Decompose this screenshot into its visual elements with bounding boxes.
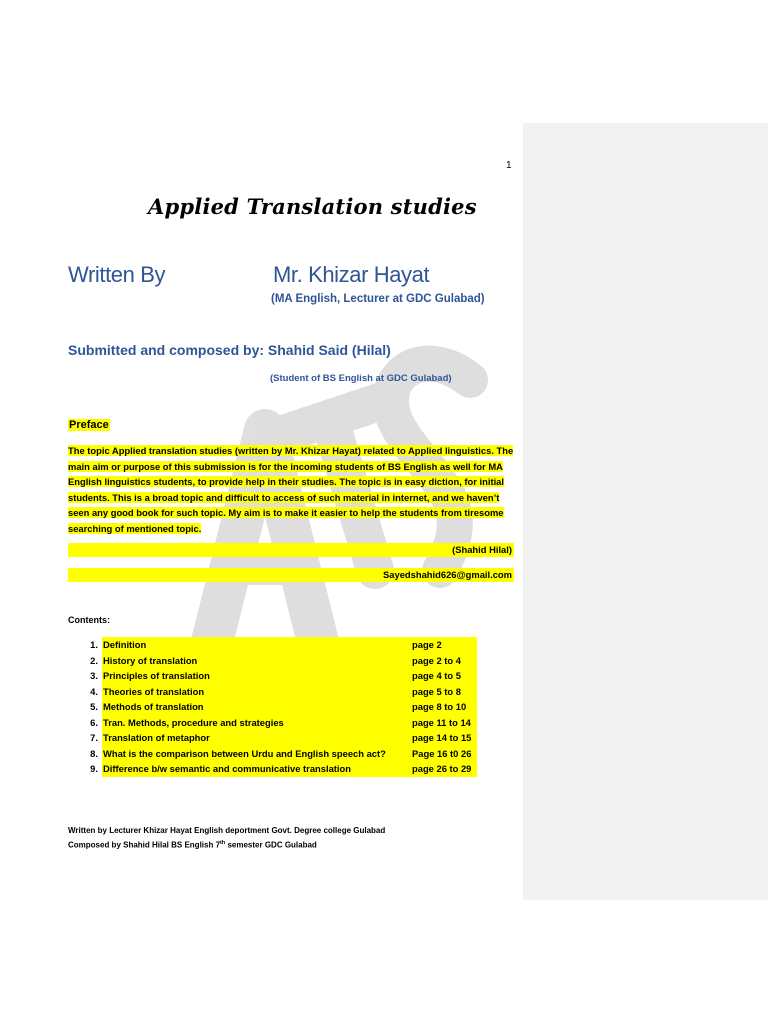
preface-heading: Preface (69, 419, 109, 431)
footer-text: Composed by Shahid Hilal BS English 7 (68, 840, 221, 850)
item-number: 3. (90, 670, 98, 681)
page-title: Applied Translation studies (148, 194, 477, 219)
item-page: page 2 (411, 637, 477, 653)
footer-line-2 (68, 840, 317, 850)
preface-body (68, 443, 514, 537)
submitted-by: Submitted and composed by: Shahid Said (Hilal) (68, 342, 391, 358)
list-item (68, 668, 488, 684)
item-number: 4. (90, 685, 98, 697)
item-page: page 11 to 14 (411, 715, 477, 731)
list-item (68, 653, 488, 669)
preface-email-line (68, 568, 514, 582)
footer-text-end: semester GDC Gulabad (225, 840, 317, 850)
comment-pane (523, 123, 768, 900)
student-role: (Student of BS English at GDC Gulabad) (270, 373, 452, 384)
author-name: Mr. Khizar Hayat (273, 262, 430, 287)
written-by-label: Written By (68, 262, 166, 287)
item-title: Definition (102, 637, 412, 653)
item-page: page 4 to 5 (411, 668, 477, 684)
item-title: Tran. Methods, procedure and strategies (102, 715, 412, 731)
item-number: 2. (90, 654, 98, 666)
item-page: page 8 to 10 (411, 699, 477, 715)
list-item (68, 715, 488, 731)
preface-signature: (Shahid Hilal) (452, 544, 512, 555)
contents-label: Contents: (68, 615, 110, 625)
item-number: 5. (90, 701, 98, 712)
item-title: Translation of metaphor (102, 730, 412, 746)
preface-text: The topic Applied translation studies (written by Mr. Khizar Hayat) related to Applied linguistics. The main aim or purpose of this submission is for the incoming students of BS English as well for MA English linguistics students, to provide help in their studies. The topic is in easy diction, for initial students. This is a broad topic and difficult to access of such material in internet, and we haven’t seen any good book for such topic. My aim is to make it easier to help the students from tiresome searching of mentioned topic. (68, 445, 514, 534)
contents-list (68, 637, 488, 777)
preface-email: Sayedshahid626@gmail.com (383, 569, 512, 580)
item-page: page 2 to 4 (411, 653, 477, 669)
item-title: Methods of translation (102, 699, 412, 715)
item-title: History of translation (102, 653, 412, 669)
item-title: What is the comparison between Urdu and English speech act? (102, 746, 412, 762)
list-item (68, 637, 488, 653)
footer-line-1: Written by Lecturer Khizar Hayat English deportment Govt. Degree college Gulabad (68, 826, 386, 835)
item-page: Page 16 t0 26 (411, 746, 477, 762)
item-number: 6. (90, 716, 98, 728)
list-item (68, 761, 488, 777)
item-number: 1. (90, 639, 98, 650)
list-item (68, 746, 488, 762)
list-item (68, 730, 488, 746)
list-item (68, 684, 488, 700)
item-page: page 14 to 15 (411, 730, 477, 746)
item-title: Difference b/w semantic and communicative translation (102, 761, 412, 777)
page-number: 1 (506, 160, 512, 171)
item-number: 9. (90, 763, 98, 774)
item-number: 7. (90, 732, 98, 743)
item-title: Theories of translation (102, 684, 412, 700)
item-title: Principles of translation (102, 668, 412, 684)
item-number: 8. (90, 747, 98, 759)
list-item (68, 699, 488, 715)
item-page: page 5 to 8 (411, 684, 477, 700)
preface-signature-line (68, 543, 514, 557)
author-role: (MA English, Lecturer at GDC Gulabad) (271, 293, 485, 305)
footer-superscript: th (220, 840, 226, 846)
item-page: page 26 to 29 (411, 761, 477, 777)
